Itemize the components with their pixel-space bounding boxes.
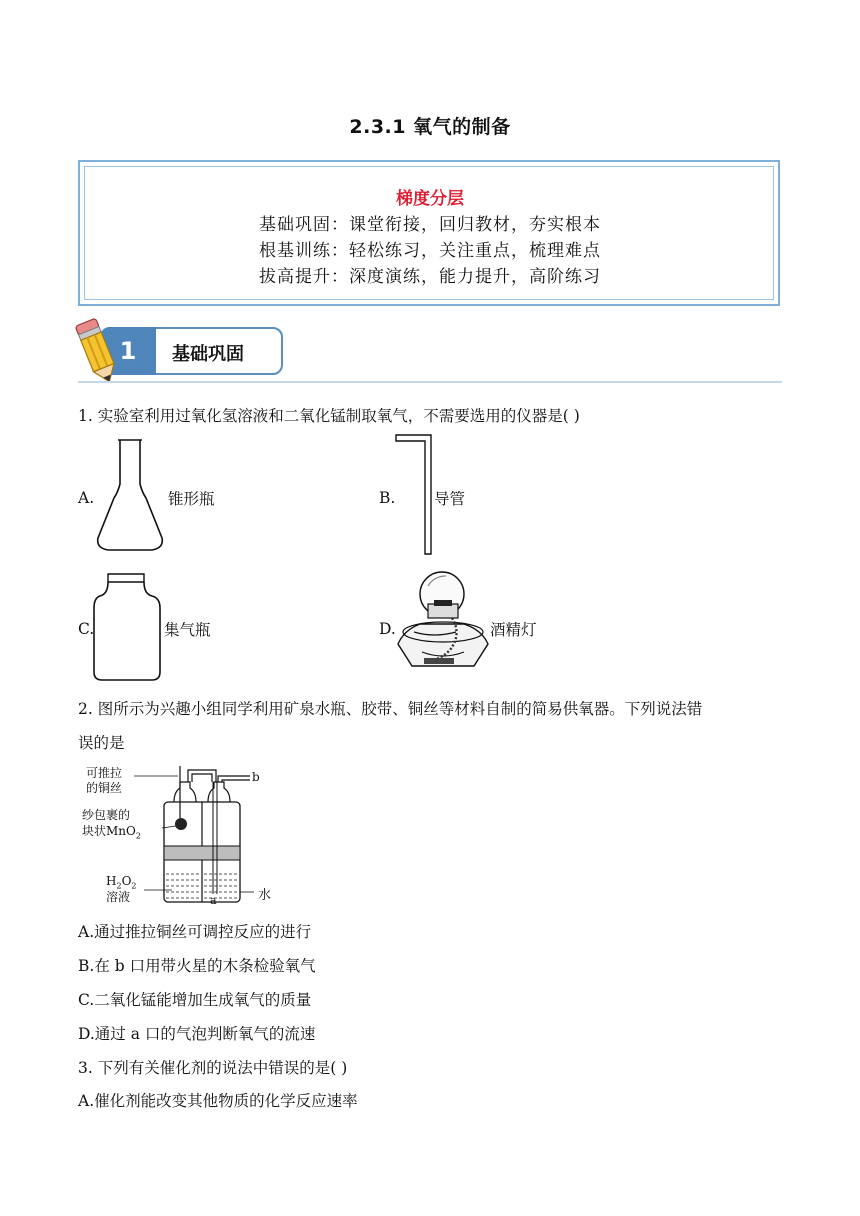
tier-line-basic: 基础巩固：课堂衔接，回归教材，夯实根本 — [259, 215, 601, 235]
q1-option-a-label: 锥形瓶 — [168, 490, 215, 508]
q2-option-d: D.通过 a 口的气泡判断氧气的流速 — [78, 1025, 316, 1043]
section-number: 1 — [100, 327, 156, 375]
label-wire-1: 可推拉 — [86, 766, 123, 780]
erlenmeyer-flask-icon — [94, 436, 174, 556]
section-label: 基础巩固 — [172, 344, 244, 365]
label-h2o2: $H_2O_2$ — [106, 874, 137, 891]
pencil-icon — [72, 316, 122, 386]
q2-option-b: B.在 b 口用带火星的木条检验氧气 — [78, 957, 316, 975]
q1-option-c-label: 集气瓶 — [164, 621, 211, 639]
section-divider — [78, 381, 782, 383]
tier-line-foundation: 根基训练：轻松练习，关注重点，梳理难点 — [259, 241, 601, 261]
q3-stem: 3. 下列有关催化剂的说法中错误的是( ) — [78, 1059, 348, 1077]
tier-line-advanced: 拔高提升：深度演练，能力提升，高阶练习 — [259, 267, 601, 287]
oxygen-generator-figure — [82, 766, 282, 912]
label-gauze-1: 纱包裹的 — [82, 808, 131, 822]
q2-option-c: C.二氧化锰能增加生成氧气的质量 — [78, 991, 312, 1009]
label-port-b: b — [252, 770, 260, 784]
q2-stem-line2: 误的是 — [78, 734, 125, 752]
q2-option-a: A.通过推拉铜丝可调控反应的进行 — [78, 923, 312, 941]
label-water: 水 — [258, 888, 272, 903]
q1-option-d-letter: D. — [379, 620, 396, 638]
q3-option-a: A.催化剂能改变其他物质的化学反应速率 — [78, 1092, 358, 1110]
label-port-a: a — [210, 894, 217, 907]
page-title: 2.3.1 氧气的制备 — [349, 116, 511, 138]
label-wire-2: 的铜丝 — [86, 781, 123, 795]
q1-option-d-label: 酒精灯 — [490, 621, 537, 639]
q1-option-b-letter: B. — [379, 489, 396, 507]
q2-stem-line1: 2. 图所示为兴趣小组同学利用矿泉水瓶、胶带、铜丝等材料自制的简易供氧器。下列说法错 — [78, 700, 703, 718]
tier-heading: 梯度分层 — [396, 189, 464, 209]
q1-option-b-label: 导管 — [434, 490, 466, 508]
alcohol-lamp-icon — [394, 566, 504, 681]
gas-jar-icon — [92, 568, 172, 683]
label-gauze-2: 块状MnO$_2$ — [82, 824, 141, 841]
q1-option-c-letter: C. — [78, 620, 95, 638]
q1-stem: 1. 实验室利用过氧化氢溶液和二氧化锰制取氧气，不需要选用的仪器是( ) — [78, 407, 580, 425]
label-solution: 溶液 — [106, 890, 131, 904]
q1-option-a-letter: A. — [78, 489, 95, 507]
